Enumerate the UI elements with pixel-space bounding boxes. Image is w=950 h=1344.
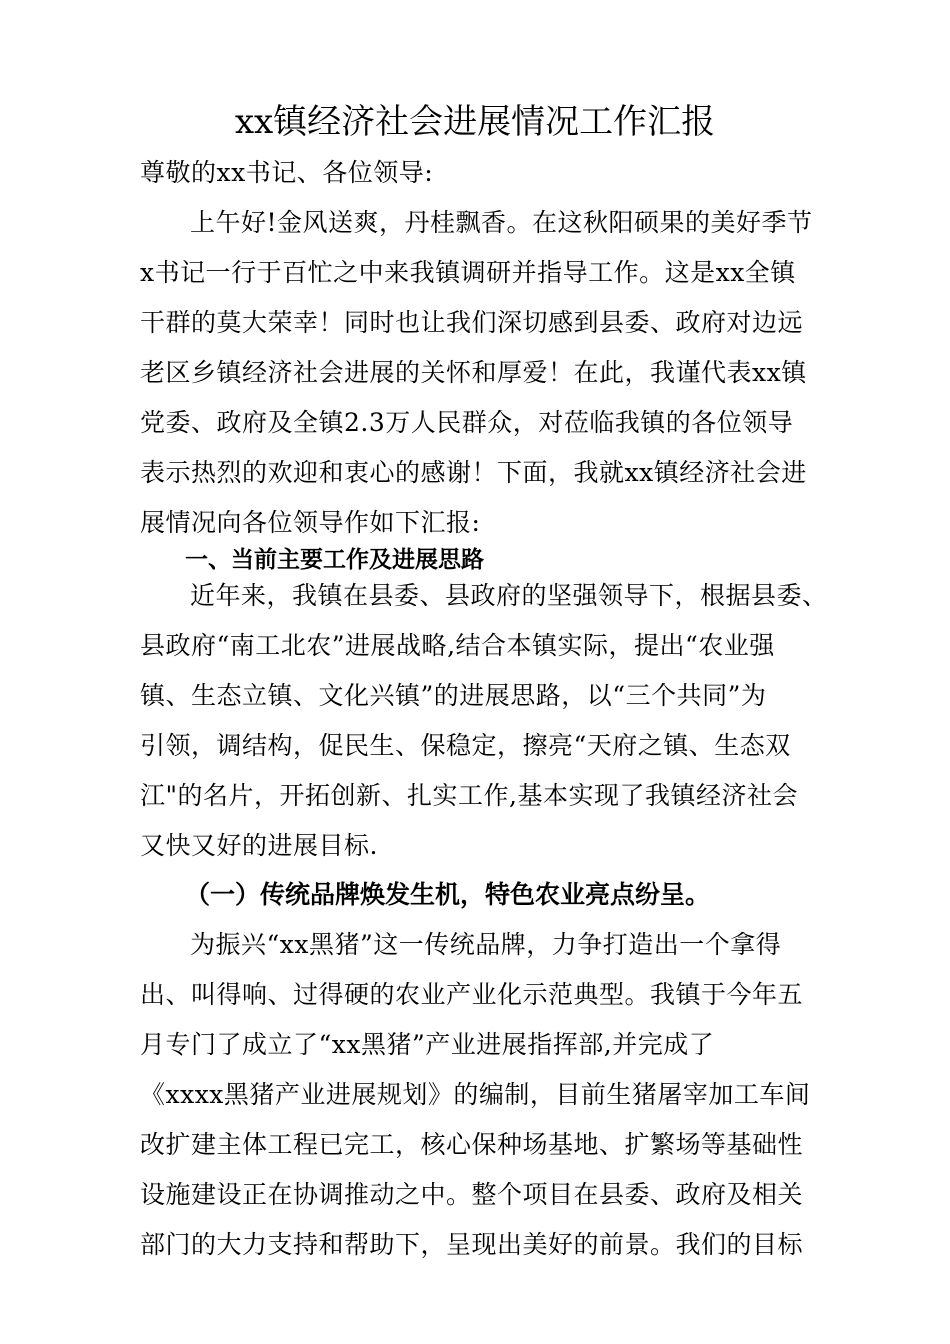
paragraph3-line: 出、叫得响、过得硬的农业产业化示范典型。我镇于今年五 (140, 980, 804, 1009)
paragraph3-line: 改扩建主体工程已完工，核心保种场基地、扩繁场等基础性 (140, 1130, 804, 1159)
paragraph2-line: 引领，调结构，促民生、保稳定，擦亮“天府之镇、生态双 (140, 731, 791, 760)
paragraph1-line: 老区乡镇经济社会进展的关怀和厚爱！在此，我谨代表xx镇 (140, 358, 807, 387)
paragraph3-line: 部门的大力支持和帮助下，呈现出美好的前景。我们的目标 (140, 1230, 804, 1259)
paragraph3-line: 为振兴“xx黑猪”这一传统品牌，力争打造出一个拿得 (190, 930, 782, 959)
paragraph3-line: 设施建设正在协调推动之中。整个项目在县委、政府及相关 (140, 1180, 804, 1209)
paragraph1-line: 表示热烈的欢迎和衷心的感谢！下面，我就xx镇经济社会进 (140, 458, 807, 487)
paragraph1-line: 干群的莫大荣幸！同时也让我们深切感到县委、政府对边远 (140, 308, 804, 337)
salutation: 尊敬的xx书记、各位领导: (140, 158, 434, 187)
subsection-heading: （一）传统品牌焕发生机，特色农业亮点纷呈。 (185, 880, 711, 909)
paragraph3-line: 月专门了成立了“xx黑猪”产业进展指挥部,并完成了 (140, 1030, 715, 1059)
document-title: xx镇经济社会进展情况工作汇报 (234, 102, 716, 142)
paragraph2-line: 县政府“南工北农”进展战略,结合本镇实际，提出“农业强 (140, 631, 775, 660)
paragraph1-line: x书记一行于百忙之中来我镇调研并指导工作。这是xx全镇 (140, 258, 796, 287)
paragraph2-line: 江"的名片，开拓创新、扎实工作,基本实现了我镇经济社会 (140, 781, 798, 810)
paragraph1-line: 党委、政府及全镇2.3万人民群众，对莅临我镇的各位领导 (140, 408, 794, 437)
paragraph1-line: 展情况向各位领导作如下汇报: (140, 508, 481, 537)
paragraph2-line: 镇、生态立镇、文化兴镇”的进展思路，以“三个共同”为 (140, 681, 767, 710)
paragraph1-line: 上午好!金风送爽，丹桂飘香。在这秋阳硕果的美好季节 (190, 208, 813, 237)
section-heading: 一、当前主要工作及进展思路 (185, 547, 484, 573)
paragraph2-line: 又快又好的进展目标. (140, 831, 378, 860)
paragraph2-line: 近年来，我镇在县委、县政府的坚强领导下，根据县委、 (190, 581, 828, 610)
paragraph3-line: 《xxxx黑猪产业进展规划》的编制，目前生猪屠宰加工车间 (140, 1080, 811, 1109)
